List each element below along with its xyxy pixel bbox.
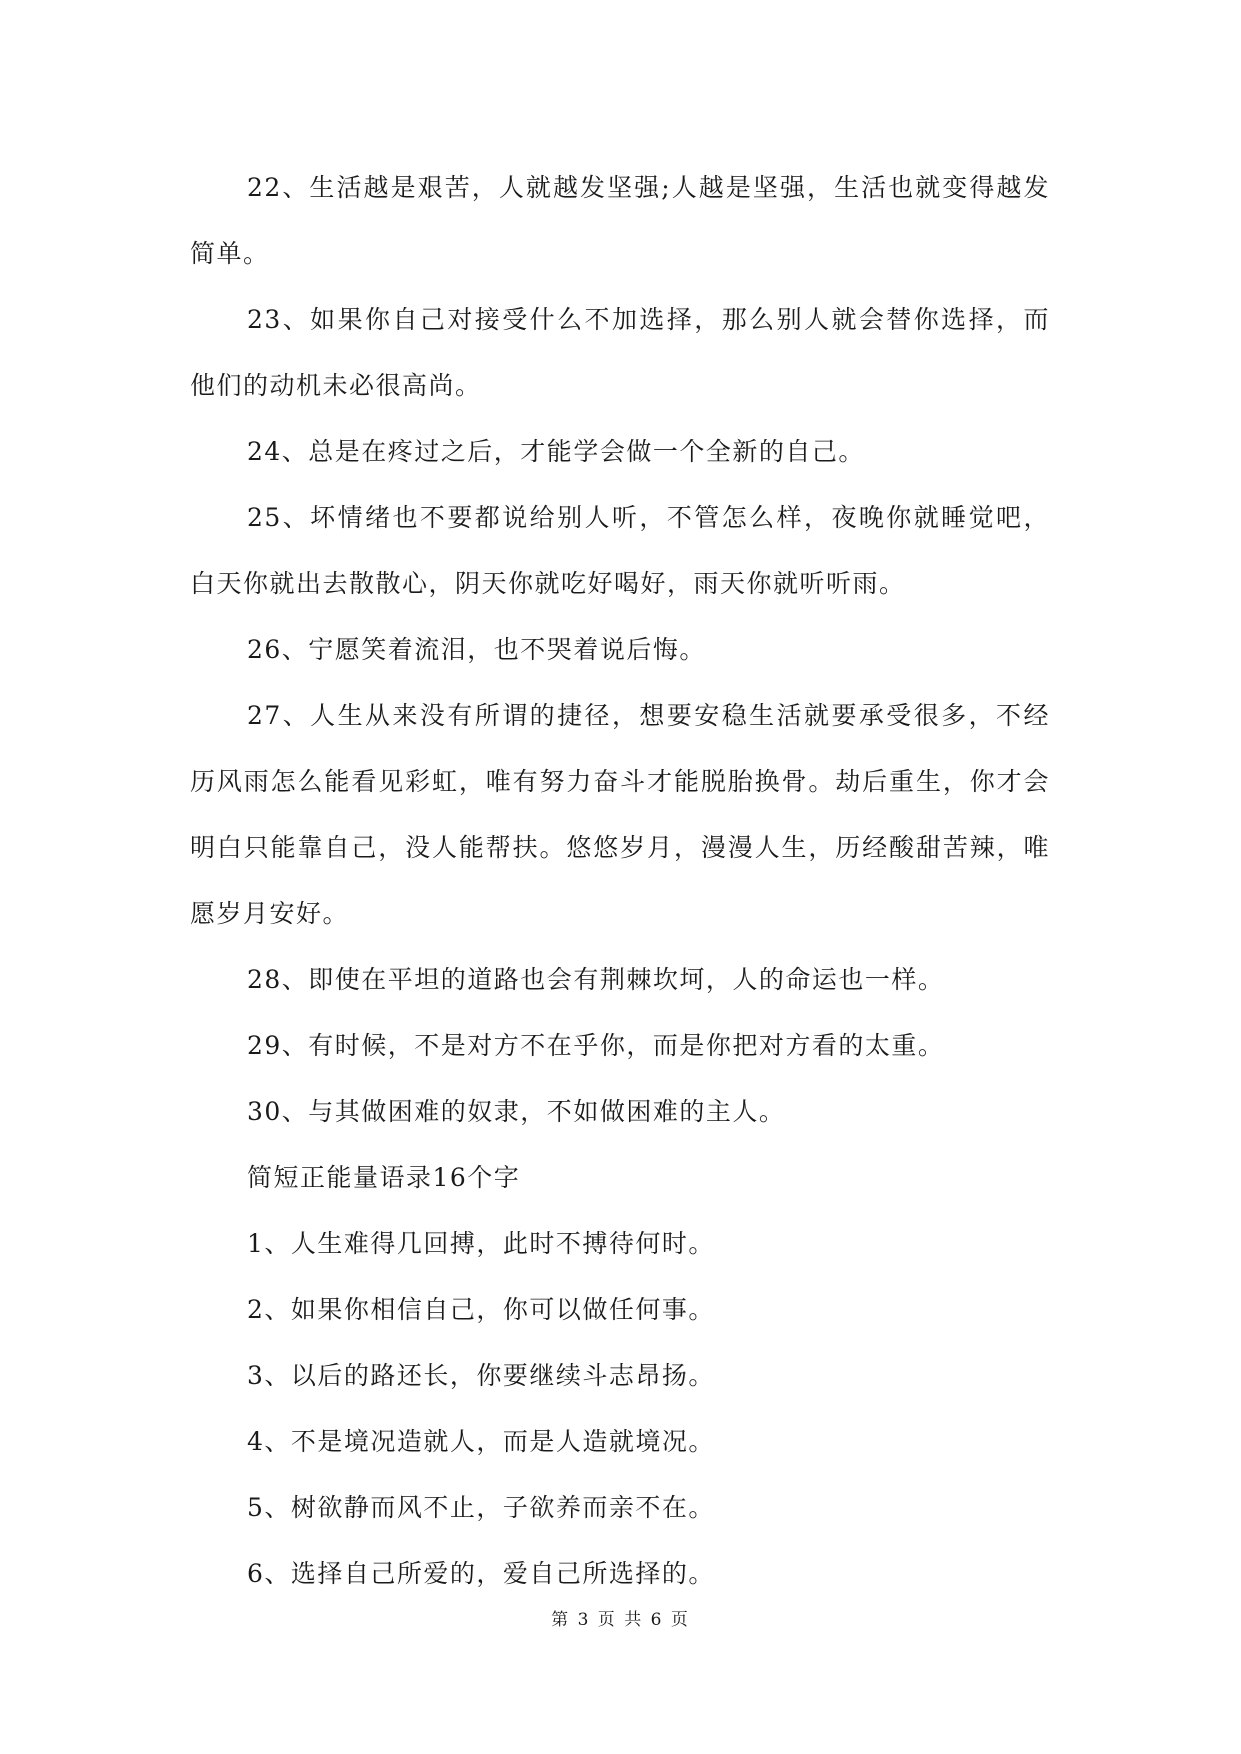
page-number-footer: 第 3 页 共 6 页 bbox=[551, 1610, 690, 1630]
paragraph: 5、树欲静而风不止，子欲养而亲不在。 bbox=[247, 1493, 715, 1522]
paragraph: 28、即使在平坦的道路也会有荆棘坎坷，人的命运也一样。 bbox=[247, 965, 945, 994]
paragraph: 4、不是境况造就人，而是人造就境况。 bbox=[247, 1427, 715, 1456]
paragraph: 26、宁愿笑着流泪，也不哭着说后悔。 bbox=[247, 635, 706, 664]
paragraph: 3、以后的路还长，你要继续斗志昂扬。 bbox=[247, 1361, 715, 1390]
paragraph: 25、坏情绪也不要都说给别人听，不管怎么样，夜晚你就睡觉吧，白天你就出去散散心，阴天你就吃好喝好，雨天你就听听雨。 bbox=[190, 503, 1050, 598]
paragraph: 6、选择自己所爱的，爱自己所选择的。 bbox=[247, 1559, 715, 1588]
paragraph: 1、人生难得几回搏，此时不搏待何时。 bbox=[247, 1229, 715, 1258]
paragraph: 29、有时候，不是对方不在乎你，而是你把对方看的太重。 bbox=[247, 1031, 945, 1060]
paragraph: 23、如果你自己对接受什么不加选择，那么别人就会替你选择，而他们的动机未必很高尚。 bbox=[190, 305, 1050, 400]
document-body bbox=[190, 155, 1050, 1607]
paragraph: 30、与其做困难的奴隶，不如做困难的主人。 bbox=[247, 1097, 786, 1126]
section-heading: 简短正能量语录16个字 bbox=[247, 1163, 521, 1192]
paragraph: 22、生活越是艰苦，人就越发坚强;人越是坚强，生活也就变得越发简单。 bbox=[190, 173, 1050, 268]
paragraph: 27、人生从来没有所谓的捷径，想要安稳生活就要承受很多，不经历风雨怎么能看见彩虹，唯有努力奋斗才能脱胎换骨。劫后重生，你才会明白只能靠自己，没人能帮扶。悠悠岁月，漫漫人生，历经酸甜苦辣，唯愿岁月安好。 bbox=[190, 701, 1050, 928]
paragraph: 2、如果你相信自己，你可以做任何事。 bbox=[247, 1295, 715, 1324]
paragraph: 24、总是在疼过之后，才能学会做一个全新的自己。 bbox=[247, 437, 865, 466]
